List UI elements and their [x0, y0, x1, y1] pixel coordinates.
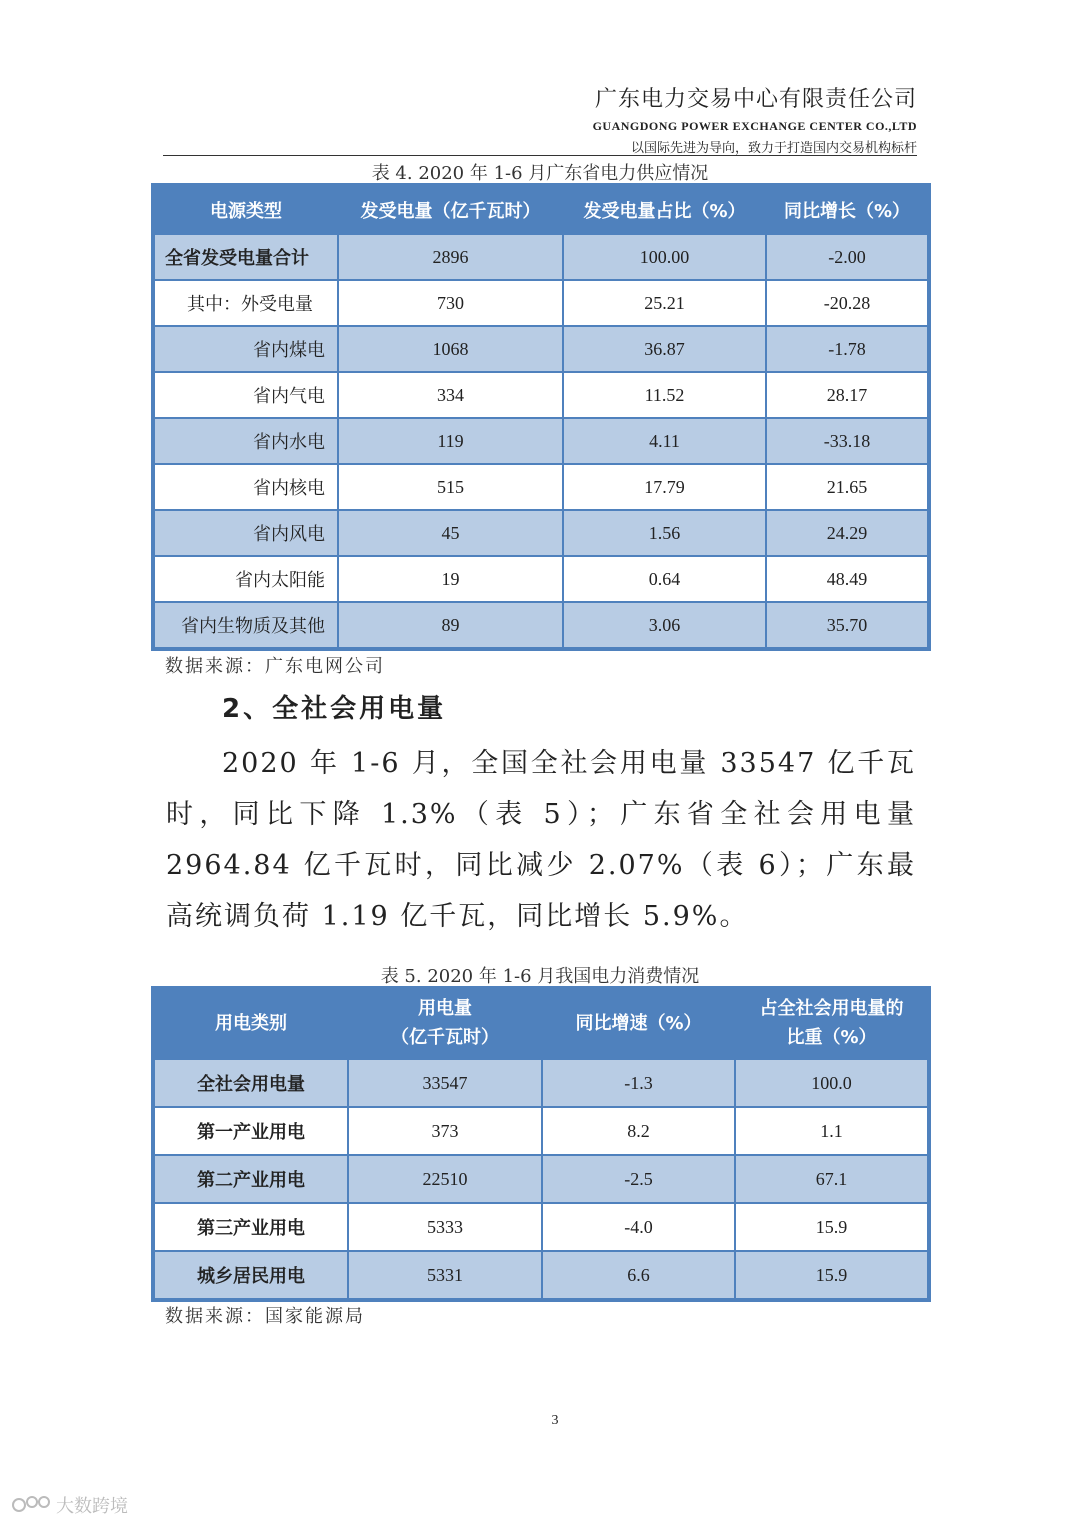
- table-cell: 100.00: [563, 234, 766, 280]
- row-label: 省内风电: [154, 510, 338, 556]
- table-cell: 3.06: [563, 602, 766, 648]
- table-cell: 373: [348, 1107, 542, 1155]
- table-row: [154, 556, 928, 602]
- table-cell: 0.64: [563, 556, 766, 602]
- table-cell: 5331: [348, 1251, 542, 1299]
- table-cell: 334: [338, 372, 563, 418]
- row-label: 省内煤电: [154, 326, 338, 372]
- table-row: [154, 234, 928, 280]
- table-header-cell: 发受电量占比（%）: [563, 186, 766, 234]
- table-row: [154, 372, 928, 418]
- row-label: 第三产业用电: [154, 1203, 348, 1251]
- table-cell: 1.56: [563, 510, 766, 556]
- table-cell: 28.17: [766, 372, 928, 418]
- table-cell: 6.6: [542, 1251, 735, 1299]
- table-header-cell: 电源类型: [154, 186, 338, 234]
- table-row: [154, 418, 928, 464]
- table-cell: -2.5: [542, 1155, 735, 1203]
- table-cell: -2.00: [766, 234, 928, 280]
- power-consumption-table: [153, 988, 929, 1300]
- company-name-cn: 广东电力交易中心有限责任公司: [594, 87, 917, 112]
- table-header-cell: [154, 989, 348, 1059]
- section-heading: 2、全社会用电量: [222, 694, 447, 724]
- table-row: [154, 1107, 928, 1155]
- table-cell: 15.9: [735, 1203, 928, 1251]
- table4-source: 数据来源：广东电网公司: [165, 656, 385, 677]
- table-cell: 48.49: [766, 556, 928, 602]
- table-cell: 67.1: [735, 1155, 928, 1203]
- table-cell: -1.78: [766, 326, 928, 372]
- table-cell: 4.11: [563, 418, 766, 464]
- header-divider: [163, 155, 917, 156]
- table-header-cell: 同比增长（%）: [766, 186, 928, 234]
- table-header-cell: [735, 989, 928, 1059]
- table-header-cell: [542, 989, 735, 1059]
- table-cell: 730: [338, 280, 563, 326]
- table-row: [154, 1203, 928, 1251]
- table-cell: 100.0: [735, 1059, 928, 1107]
- table-header-cell: 发受电量（亿千瓦时）: [338, 186, 563, 234]
- logo-icon: [12, 1494, 52, 1516]
- header-line: 比重（%）: [786, 1027, 877, 1048]
- table-row: [154, 326, 928, 372]
- table-cell: 35.70: [766, 602, 928, 648]
- row-label: 省内生物质及其他: [154, 602, 338, 648]
- table-cell: 19: [338, 556, 563, 602]
- table-cell: 33547: [348, 1059, 542, 1107]
- table-cell: 17.79: [563, 464, 766, 510]
- table-cell: 25.21: [563, 280, 766, 326]
- body-paragraph: 2020 年 1-6 月，全国全社会用电量 33547 亿千瓦时，同比下降 1.3%（表 5）；广东省全社会用电量 2964.84 亿千瓦时，同比减少 2.07%（表 6）；广东最高统调负荷 1.19 亿千瓦，同比增长 5.9%。: [166, 748, 916, 932]
- header-line: 用电量: [418, 998, 472, 1020]
- row-label: 省内核电: [154, 464, 338, 510]
- table-row: [154, 1059, 928, 1107]
- company-slogan: 以国际先进为导向，致力于打造国内交易机构标杆: [630, 141, 917, 156]
- table5-caption: 表 5. 2020 年 1-6 月我国电力消费情况: [380, 966, 700, 987]
- document-header: [593, 82, 917, 156]
- table-cell: -33.18: [766, 418, 928, 464]
- header-line: 同比增速（%）: [575, 1012, 702, 1034]
- table-header-cell: [348, 989, 542, 1059]
- row-label: 全社会用电量: [154, 1059, 348, 1107]
- table-row: [154, 1155, 928, 1203]
- row-label: 其中：外受电量: [154, 280, 338, 326]
- row-label: 城乡居民用电: [154, 1251, 348, 1299]
- table-row: [154, 464, 928, 510]
- table-cell: 11.52: [563, 372, 766, 418]
- table-row: [154, 602, 928, 648]
- row-label: 省内水电: [154, 418, 338, 464]
- table-cell: -1.3: [542, 1059, 735, 1107]
- row-label: 省内气电: [154, 372, 338, 418]
- table-cell: 119: [338, 418, 563, 464]
- table-cell: 15.9: [735, 1251, 928, 1299]
- page-number: 3: [551, 1413, 559, 1428]
- row-label: 省内太阳能: [154, 556, 338, 602]
- table-row: [154, 1251, 928, 1299]
- row-label: 第二产业用电: [154, 1155, 348, 1203]
- table-cell: 24.29: [766, 510, 928, 556]
- table5-source: 数据来源：国家能源局: [165, 1306, 365, 1327]
- watermark-text: 大数跨境: [56, 1496, 128, 1517]
- table-cell: 515: [338, 464, 563, 510]
- table-header-row: [154, 989, 928, 1059]
- table-cell: 8.2: [542, 1107, 735, 1155]
- table-cell: 1068: [338, 326, 563, 372]
- table-cell: 45: [338, 510, 563, 556]
- company-name-en: GUANGDONG POWER EXCHANGE CENTER CO.,LTD: [592, 119, 917, 133]
- table-row: [154, 280, 928, 326]
- table-cell: 2896: [338, 234, 563, 280]
- table4-caption: 表 4. 2020 年 1-6 月广东省电力供应情况: [371, 163, 709, 184]
- table-row: [154, 510, 928, 556]
- table-cell: 5333: [348, 1203, 542, 1251]
- table-cell: 36.87: [563, 326, 766, 372]
- power-supply-table: [153, 185, 929, 649]
- header-line: （亿千瓦时）: [391, 1027, 499, 1048]
- row-label: 全省发受电量合计: [154, 234, 338, 280]
- watermark: [12, 1492, 128, 1518]
- table-cell: 21.65: [766, 464, 928, 510]
- table-header-row: [154, 186, 928, 234]
- table-cell: -20.28: [766, 280, 928, 326]
- table-cell: 22510: [348, 1155, 542, 1203]
- table-cell: -4.0: [542, 1203, 735, 1251]
- header-line: 占全社会用电量的: [759, 998, 904, 1020]
- row-label: 第一产业用电: [154, 1107, 348, 1155]
- table-cell: 1.1: [735, 1107, 928, 1155]
- header-line: 用电类别: [215, 1012, 287, 1034]
- table-cell: 89: [338, 602, 563, 648]
